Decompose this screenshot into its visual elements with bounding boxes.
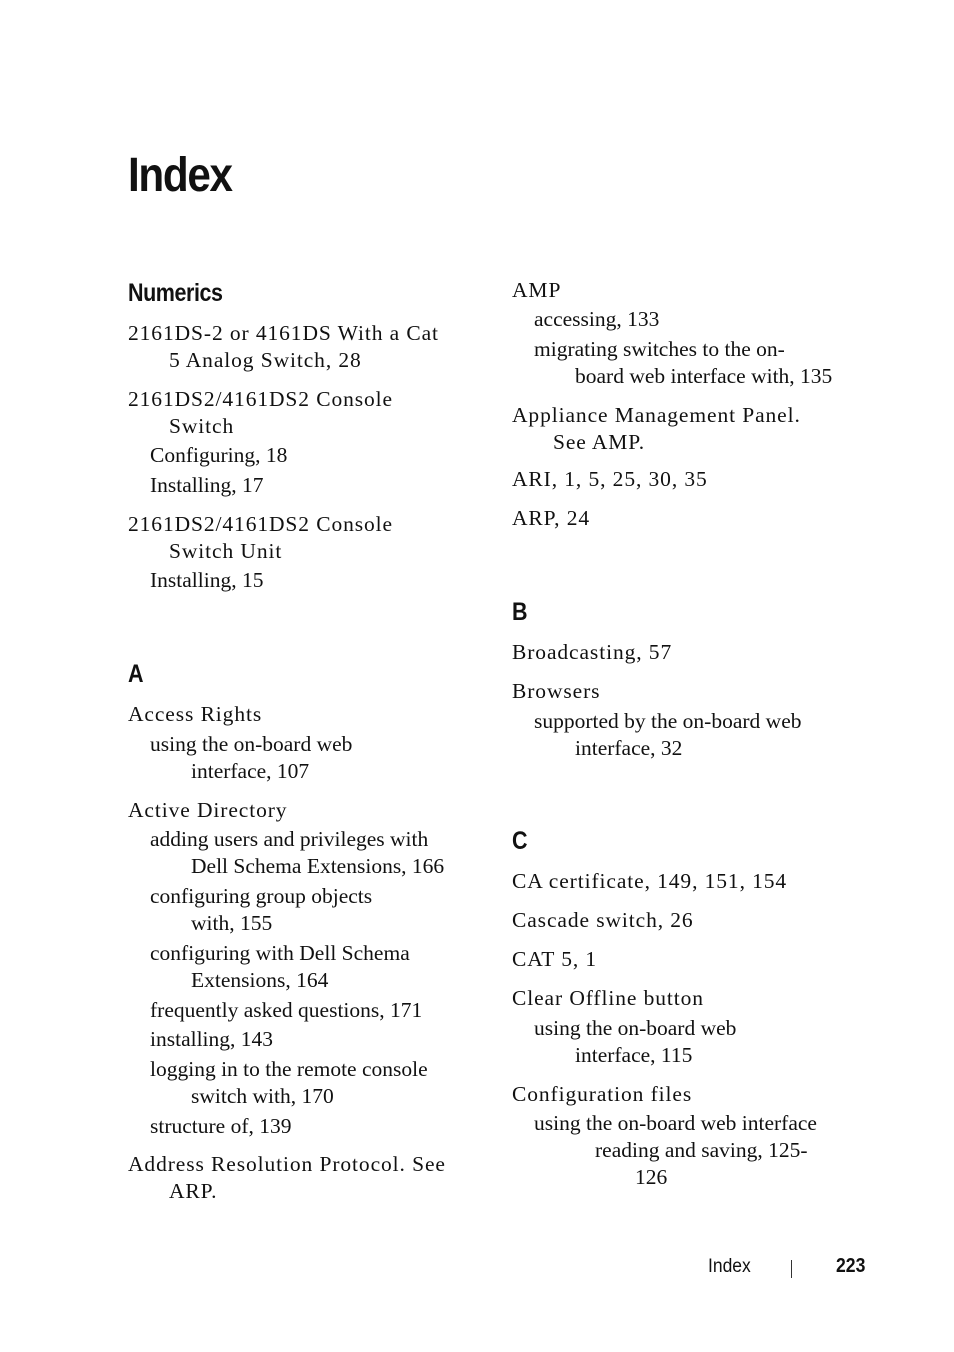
index-entry: CAT 5, 1 bbox=[512, 947, 598, 971]
index-subentry: structure of, 139 bbox=[150, 1114, 292, 1138]
index-entry: 2161DS2/4161DS2 Console bbox=[128, 512, 393, 536]
index-entry: Active Directory bbox=[128, 798, 288, 822]
index-entry-continuation: 5 Analog Switch, 28 bbox=[169, 348, 362, 372]
index-entry-continuation: Switch bbox=[169, 414, 235, 438]
index-subentry-continuation: switch with, 170 bbox=[191, 1084, 334, 1108]
index-entry: ARI, 1, 5, 25, 30, 35 bbox=[512, 467, 708, 491]
index-entry-continuation: Switch Unit bbox=[169, 539, 283, 563]
index-subentry-continuation: interface, 115 bbox=[575, 1043, 693, 1067]
footer-section-label: Index bbox=[708, 1256, 751, 1277]
index-entry: Appliance Management Panel. bbox=[512, 403, 801, 427]
index-entry: ARP, 24 bbox=[512, 506, 590, 530]
section-heading-numerics: Numerics bbox=[128, 279, 223, 307]
index-subentry: frequently asked questions, 171 bbox=[150, 998, 423, 1022]
index-entry: Browsers bbox=[512, 679, 601, 703]
index-entry: CA certificate, 149, 151, 154 bbox=[512, 869, 788, 893]
page-title: Index bbox=[128, 149, 232, 202]
index-subentry-continuation: 126 bbox=[635, 1165, 668, 1189]
index-subentry: Installing, 15 bbox=[150, 568, 264, 592]
index-subentry: configuring group objects bbox=[150, 884, 373, 908]
index-subentry-continuation: board web interface with, 135 bbox=[575, 364, 833, 388]
index-entry: 2161DS2/4161DS2 Console bbox=[128, 387, 393, 411]
index-subentry-continuation: interface, 32 bbox=[575, 736, 683, 760]
index-subentry: configuring with Dell Schema bbox=[150, 941, 410, 965]
index-subentry: adding users and privileges with bbox=[150, 827, 429, 851]
index-subentry: migrating switches to the on- bbox=[534, 337, 785, 361]
index-subentry-continuation: reading and saving, 125- bbox=[595, 1138, 808, 1162]
section-heading-a: A bbox=[128, 660, 144, 688]
page-number: 223 bbox=[836, 1255, 866, 1277]
index-subentry: accessing, 133 bbox=[534, 307, 660, 331]
index-subentry: supported by the on-board web bbox=[534, 709, 802, 733]
index-entry: Address Resolution Protocol. See bbox=[128, 1152, 446, 1176]
index-subentry: using the on-board web bbox=[150, 732, 353, 756]
section-heading-b: B bbox=[512, 598, 528, 626]
index-entry: Access Rights bbox=[128, 702, 263, 726]
index-entry: Cascade switch, 26 bbox=[512, 908, 694, 932]
index-subentry: using the on-board web interface bbox=[534, 1111, 817, 1135]
index-subentry-continuation: with, 155 bbox=[191, 911, 273, 935]
index-subentry: installing, 143 bbox=[150, 1027, 274, 1051]
index-entry-continuation: ARP. bbox=[169, 1179, 218, 1203]
index-subentry: using the on-board web bbox=[534, 1016, 737, 1040]
index-entry: AMP bbox=[512, 278, 562, 302]
index-entry: 2161DS-2 or 4161DS With a Cat bbox=[128, 321, 439, 345]
index-entry-continuation: See AMP. bbox=[553, 430, 646, 454]
index-subentry-continuation: interface, 107 bbox=[191, 759, 310, 783]
index-subentry: logging in to the remote console bbox=[150, 1057, 428, 1081]
index-entry: Clear Offline button bbox=[512, 986, 704, 1010]
index-subentry-continuation: Extensions, 164 bbox=[191, 968, 329, 992]
index-subentry-continuation: Dell Schema Extensions, 166 bbox=[191, 854, 445, 878]
index-entry: Configuration files bbox=[512, 1082, 693, 1106]
index-subentry: Installing, 17 bbox=[150, 473, 264, 497]
index-entry: Broadcasting, 57 bbox=[512, 640, 673, 664]
footer-divider bbox=[791, 1260, 792, 1278]
index-subentry: Configuring, 18 bbox=[150, 443, 288, 467]
section-heading-c: C bbox=[512, 827, 528, 855]
